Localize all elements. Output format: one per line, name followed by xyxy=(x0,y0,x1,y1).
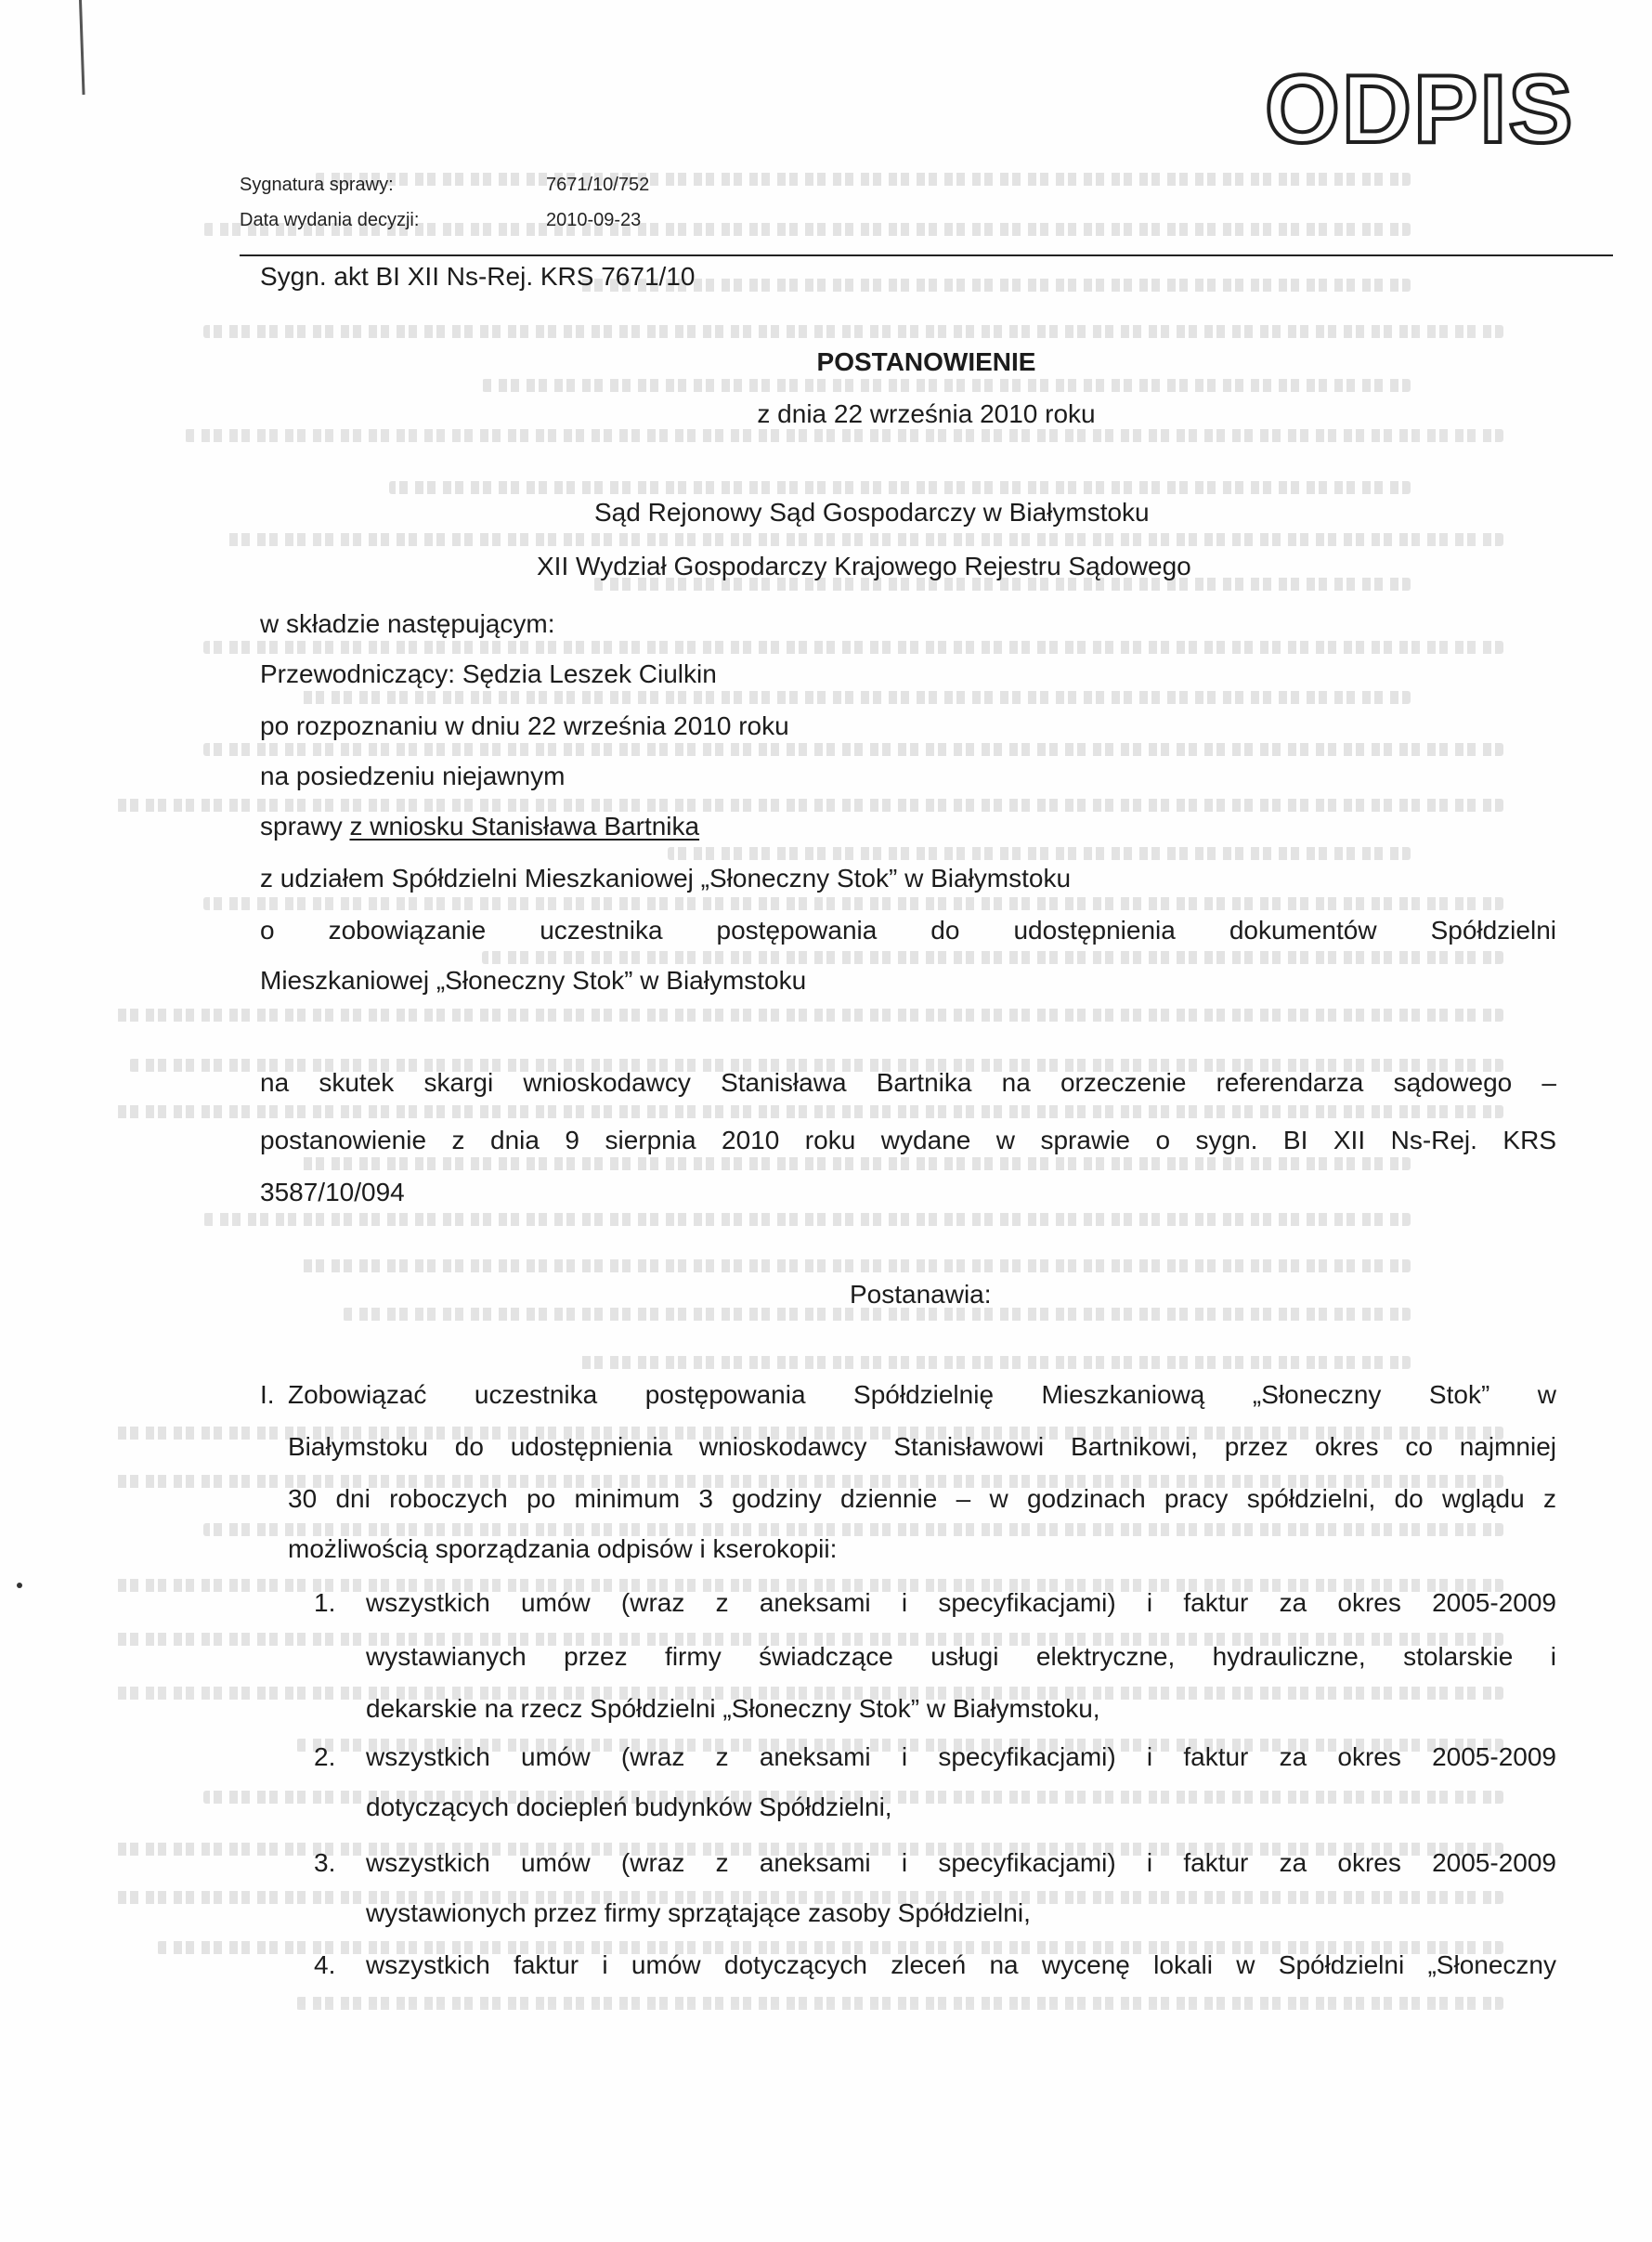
ink-speck xyxy=(17,1583,22,1588)
pen-mark xyxy=(79,0,85,95)
odpis-stamp: ODPIS xyxy=(1265,56,1575,163)
ruling-line-2: Białymstoku do udostępnienia wnioskodawcy Stanisławowi Bartnikowi, przez okres co najmniej xyxy=(288,1432,1556,1461)
item-number: 3. xyxy=(314,1848,336,1877)
item-number: 4. xyxy=(314,1950,336,1979)
subject-line-2: Mieszkaniowej „Słoneczny Stok” w Białymstoku xyxy=(260,966,807,995)
item-1-line-2: wystawianych przez firmy świadczące usługi elektryczne, hydrauliczne, stolarskie i xyxy=(366,1642,1556,1671)
complaint-line-3: 3587/10/094 xyxy=(260,1178,405,1206)
applicant-name: z wniosku Stanisława Bartnika xyxy=(349,812,700,841)
court-name: Sąd Rejonowy Sąd Gospodarczy w Białymstoku xyxy=(594,498,1150,527)
ruling-line-1: Zobowiązać uczestnika postępowania Spółdzielnię Mieszkaniową „Słoneczny Stok” w xyxy=(288,1380,1556,1409)
item-2-line-1: wszystkich umów (wraz z aneksami i specyfikacjami) i faktur za okres 2005-2009 xyxy=(366,1742,1556,1771)
ruling-line-4: możliwością sporządzania odpisów i kserokopii: xyxy=(288,1534,838,1563)
case-prefix: sprawy xyxy=(260,812,350,841)
item-3-line-1: wszystkich umów (wraz z aneksami i specyfikacjami) i faktur za okres 2005-2009 xyxy=(366,1848,1556,1877)
item-2-line-2: dotyczących dociepleń budynków Spółdzielni, xyxy=(366,1792,892,1821)
item-1-line-3: dekarskie na rzecz Spółdzielni „Słoneczny Stok” w Białymstoku, xyxy=(366,1694,1100,1723)
item-3-line-2: wystawionych przez firmy sprzątające zasoby Spółdzielni, xyxy=(366,1898,1031,1927)
composition-line: w składzie następującym: xyxy=(260,609,555,638)
session-line: na posiedzeniu niejawnym xyxy=(260,762,566,790)
item-number: 1. xyxy=(314,1588,336,1617)
chair-line: Przewodniczący: Sędzia Leszek Ciulkin xyxy=(260,659,717,688)
item-number: 2. xyxy=(314,1742,336,1771)
document-date: z dnia 22 września 2010 roku xyxy=(757,399,1096,428)
decides-heading: Postanawia: xyxy=(850,1280,992,1309)
subject-line-1: o zobowiązanie uczestnika postępowania do udostępnienia dokumentów Spółdzielni xyxy=(260,916,1556,945)
ruling-numeral: I. xyxy=(260,1380,275,1409)
case-line xyxy=(260,812,699,841)
decision-date-label: Data wydania decyzji: xyxy=(240,210,420,230)
item-1-line-1: wszystkich umów (wraz z aneksami i specyfikacjami) i faktur za okres 2005-2009 xyxy=(366,1588,1556,1617)
decision-date-value: 2010-09-23 xyxy=(546,210,642,230)
header-rule xyxy=(240,254,1613,256)
participant-line: z udziałem Spółdzielni Mieszkaniowej „Słoneczny Stok” w Białymstoku xyxy=(260,864,1072,893)
document-title: POSTANOWIENIE xyxy=(816,347,1036,376)
considered-line: po rozpoznaniu w dniu 22 września 2010 roku xyxy=(260,711,789,740)
signature-label: Sygnatura sprawy: xyxy=(240,175,394,195)
ruling-line-3: 30 dni roboczych po minimum 3 godziny dziennie – w godzinach pracy spółdzielni, do wglądu z xyxy=(288,1484,1556,1513)
court-division: XII Wydział Gospodarczy Krajowego Rejestru Sądowego xyxy=(537,552,1191,580)
signature-value: 7671/10/752 xyxy=(546,175,650,195)
complaint-line-2: postanowienie z dnia 9 sierpnia 2010 roku wydane w sprawie o sygn. BI XII Ns-Rej. KRS xyxy=(260,1126,1556,1154)
case-reference: Sygn. akt BI XII Ns-Rej. KRS 7671/10 xyxy=(260,262,696,291)
complaint-line-1: na skutek skargi wnioskodawcy Stanisława Bartnika na orzeczenie referendarza sądowego – xyxy=(260,1068,1556,1097)
item-4-line-1: wszystkich faktur i umów dotyczących zleceń na wycenę lokali w Spółdzielni „Słoneczny xyxy=(366,1950,1556,1979)
